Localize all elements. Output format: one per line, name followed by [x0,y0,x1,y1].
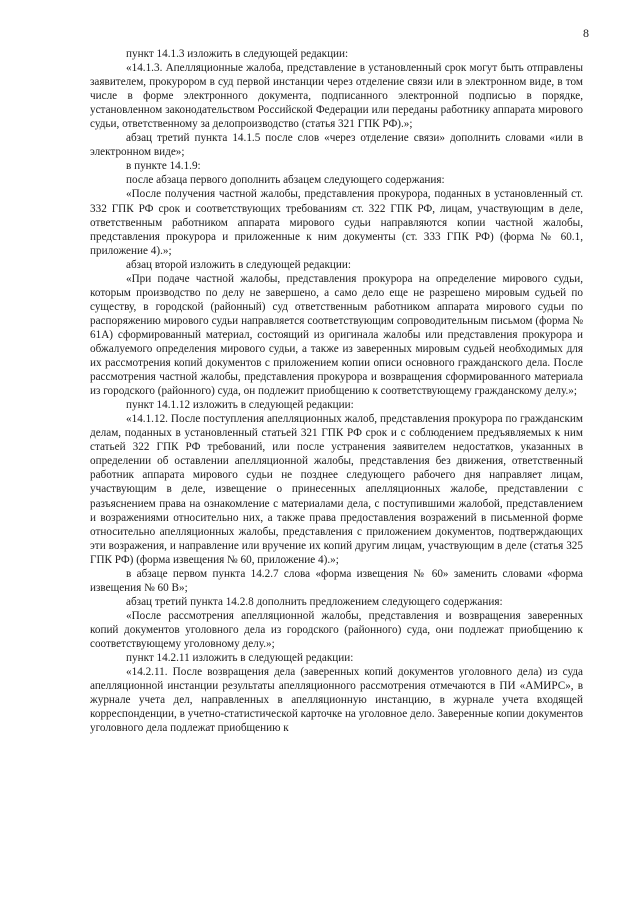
paragraph: «После получения частной жалобы, представления прокурора, поданных в установленный ст. 332 ГПК РФ срок и соответствующих требованиям ст. 322 ГПК РФ, лицам, участвующим в деле, ответственным работником аппарата мирового судьи направляются копии частной жалобы, представления прокурора и приложенные к ним документы (ст. 333 ГПК РФ) (форма № 60.1, приложение 4).»; [90,188,583,257]
paragraph: «При подаче частной жалобы, представления прокурора на определение мирового судьи, которым производство по делу не завершено, а само дело еще не разрешено мировым судьей по существу, в городской (районный) суд ответственным работником аппарата мирового судьи по распоряжению мирового судьи направляется соответствующим сопроводительным письмом (форма № 61А) сформированный материал, состоящий из оригинала жалобы или представления прокурора и обжалуемого определения мирового судьи, а также из заверенных мировым судьей необходимых для их рассмотрения копий документов с приложением копии описи основного гражданского дела. После рассмотрения частной жалобы, представления прокурора и возвращения сформированного материала из городского (районного) суда, он подлежит приобщению к соответствующему гражданскому делу.»; [90,272,583,398]
paragraph: абзац второй изложить в следующей редакции: [126,258,351,271]
document-body [90,47,583,735]
paragraph: в абзаце первом пункта 14.2.7 слова «форма извещения № 60» заменить словами «форма извещения № 60 В»; [90,567,583,594]
paragraph: абзац третий пункта 14.1.5 после слов «через отделение связи» дополнить словами «или в электронном виде»; [90,132,583,159]
paragraph: «14.2.11. После возвращения дела (заверенных копий документов уголовного дела) из суда апелляционной инстанции результаты апелляционного рассмотрения отмечаются в ПИ «АМИРС», в журнале учета дел, направленных в апелляционную инстанцию, в журнале учета входящей корреспонденции, в учетно-статистической карточке на уголовное дело. Заверенные копии документов уголовного дела подлежат приобщению к [90,666,583,735]
paragraph: пункт 14.2.11 изложить в следующей редакции: [126,652,354,665]
paragraph: в пункте 14.1.9: [126,160,201,173]
paragraph: «После рассмотрения апелляционной жалобы, представления и возвращения заверенных копий документов уголовного дела из городского (районного) суда, они подлежат приобщению к соответствующему уголовному делу.»; [90,609,583,650]
paragraph: «14.1.12. После поступления апелляционных жалоб, представления прокурора по гражданским делам, поданных в установленный статьей 321 ГПК РФ срок и с соблюдением предъявляемых к ним статьей 322 ГПК РФ требований, или после устранения заявителем недостатков, указанных в определении об оставлении апелляционной жалобы, представления без движения, ответственный работник аппарата мирового судьи не позднее следующего рабочего дня направляет лицам, участвующим в деле, извещение о принесенных апелляционных жалобе, представлении с разъяснением права на ознакомление с материалами дела, с поступившими жалобой, представлением и возражениями относительно них, а также права предоставления возражений в письменной форме относительно апелляционных жалобы, представления с приложением документов, подтверждающих эти возражения, и направление или вручение их копий другим лицам, участвующим в деле (статья 325 ГПК РФ) (форма извещения № 60, приложение 4).»; [90,413,583,566]
paragraph: пункт 14.1.3 изложить в следующей редакции: [126,48,349,60]
paragraph: пункт 14.1.12 изложить в следующей редакции: [126,399,354,412]
paragraph: «14.1.3. Апелляционные жалоба, представление в установленный срок могут быть отправлены заявителем, прокурором в суд первой инстанции через отделение связи или в электронном виде, в том числе в форме электронного документа, подписанного электронной подписью в порядке, установленном законодательством Российской Федерации или переданы работнику аппарата мирового судьи, ответственному за делопроизводство (статья 321 ГПК РФ).»; [90,62,583,131]
paragraph: после абзаца первого дополнить абзацем следующего содержания: [126,174,445,187]
page-number: 8 [583,26,589,40]
paragraph: абзац третий пункта 14.2.8 дополнить предложением следующего содержания: [126,595,503,608]
